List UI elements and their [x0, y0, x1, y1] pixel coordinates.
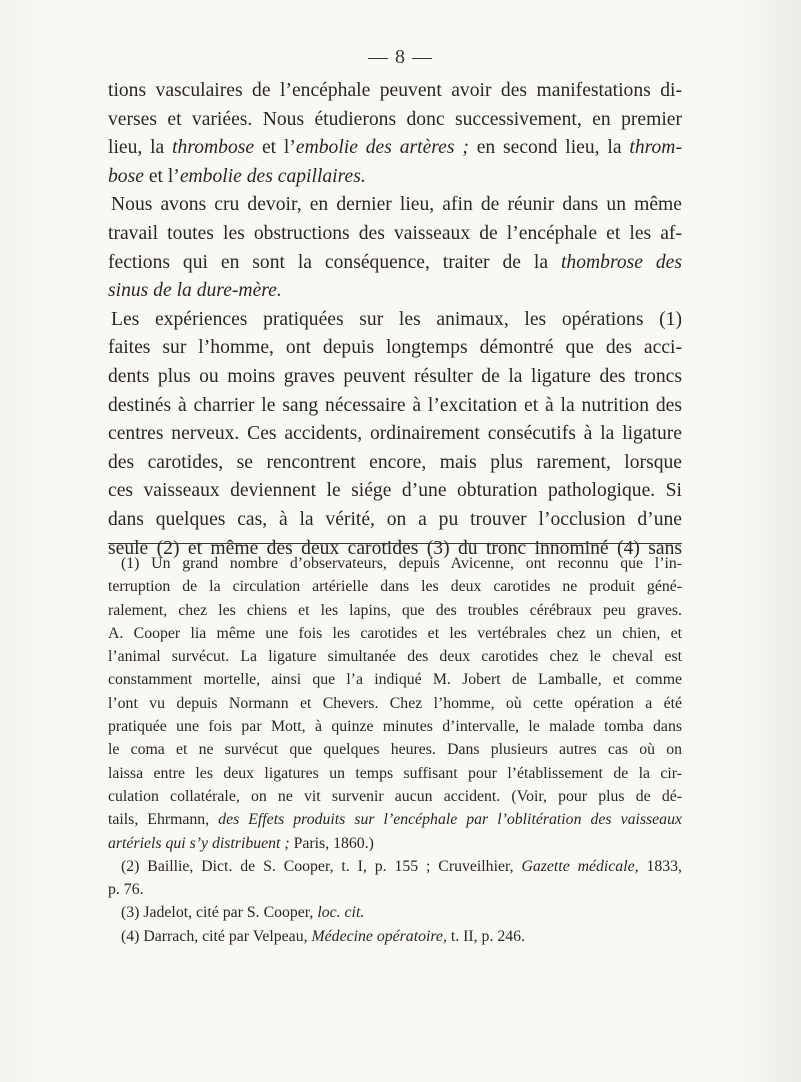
footnote-line: constamment mortelle, ainsi que l’a indiqué M. Jobert de Lamballe, et comme [108, 671, 682, 689]
text-line: centres nerveux. Ces accidents, ordinairement consécutifs à la ligature [108, 423, 682, 445]
text-line: des carotides, se rencontrent encore, mais plus rarement, lorsque [108, 451, 682, 473]
footnote-line: l’animal survécut. La ligature simultanée des deux carotides chez le cheval est [108, 648, 682, 666]
footnotes [108, 552, 682, 948]
text-line: travail toutes les obstructions des vaisseaux de l’encéphale et les af- [108, 222, 682, 244]
italic-title: loc. cit. [317, 904, 365, 922]
footnote-separator [108, 543, 682, 544]
footnote-line: culation collatérale, on ne vit survenir aucun accident. (Voir, pour plus de dé- [108, 787, 682, 805]
text-line: destinés à charrier le sang nécessaire à l’excitation et à la nutrition des [108, 394, 682, 416]
footnote-line: (2) Baillie, Dict. de S. Cooper, t. I, p. 155 ; Cruveilhier, Gazette médicale, 1833, [121, 857, 682, 875]
footnote-line: l’ont vu depuis Normann et Chevers. Chez l’homme, où cette opération a été [108, 694, 682, 712]
italic-term: embolie des capillaires. [179, 165, 366, 187]
italic-title: artériels qui s’y distribuent ; [108, 834, 290, 852]
text-line: faites sur l’homme, ont depuis longtemps démontré que des acci- [108, 337, 682, 359]
text-line: dans quelques cas, à la vérité, on a pu trouver l’occlusion d’une [108, 508, 682, 530]
text-line: lieu, la thrombose et l’embolie des artères ; en second lieu, la throm- [108, 137, 682, 159]
text-line: seule (2) et même des deux carotides (3) du tronc innominé (4) sans [108, 537, 682, 559]
italic-term: thrombose [172, 137, 255, 159]
text-line: bose et l’embolie des capillaires. [108, 165, 366, 187]
italic-term: thombrose des [560, 251, 682, 273]
footnote-line: ralement, chez les chiens et les lapins, que des troubles cérébraux peu graves. [108, 601, 682, 619]
footnote-line: pratiquée une fois par Mott, à quinze minutes d’intervalle, le malade tomba dans [108, 718, 682, 736]
footnote-line: (3) Jadelot, cité par S. Cooper, loc. cit. [121, 904, 365, 922]
footnote-line: (4) Darrach, cité par Velpeau, Médecine opératoire, t. II, p. 246. [121, 927, 526, 945]
page-number: — 8 — [368, 46, 433, 68]
italic-title: Médecine opératoire, [311, 927, 447, 945]
footnote-line: (1) Un grand nombre d’observateurs, depuis Avicenne, ont reconnu que l’in- [121, 555, 682, 572]
footnote-line: A. Cooper lia même une fois les carotides et les vertébrales chez un chien, et [108, 624, 682, 642]
footnote-line: artériels qui s’y distribuent ; Paris, 1860.) [108, 834, 374, 852]
text-line: Les expériences pratiquées sur les animaux, les opérations (1) [111, 308, 682, 330]
italic-term: embolie des artères ; [295, 137, 469, 159]
main-text [108, 77, 682, 563]
footnote-line: p. 76. [108, 881, 144, 899]
footnote-line: terruption de la circulation artérielle dans les deux carotides ne produit géné- [108, 578, 682, 596]
italic-title: des Effets produits sur l’encéphale par l’oblitération des vaisseaux [218, 811, 682, 829]
text-line: verses et variées. Nous étudierons donc successivement, en premier [108, 108, 682, 130]
text-line: dents plus ou moins graves peuvent résulter de la ligature des troncs [108, 365, 682, 387]
italic-term: bose [108, 165, 144, 187]
text-line: Nous avons cru devoir, en dernier lieu, afin de réunir dans un même [111, 194, 682, 216]
text-line: fections qui en sont la conséquence, traiter de la thombrose des [108, 251, 682, 273]
text-line: ces vaisseaux deviennent le siége d’une obturation pathologique. Si [108, 480, 682, 502]
footnote-line: le coma et ne survécut que quelques heures. Dans plusieurs autres cas où on [108, 741, 682, 759]
italic-title: Gazette médicale, [521, 857, 639, 875]
italic-term: sinus de la dure-mère. [108, 280, 282, 302]
footnote-line: tails, Ehrmann, des Effets produits sur l’encéphale par l’oblitération des vaisseaux [108, 811, 682, 829]
footnote-line: laissa entre les deux ligatures un temps suffisant pour l’établissement de la cir- [108, 764, 682, 782]
italic-term: throm- [629, 137, 682, 159]
text-line [108, 277, 682, 306]
text-line: tions vasculaires de l’encéphale peuvent avoir des manifestations di- [108, 80, 682, 101]
